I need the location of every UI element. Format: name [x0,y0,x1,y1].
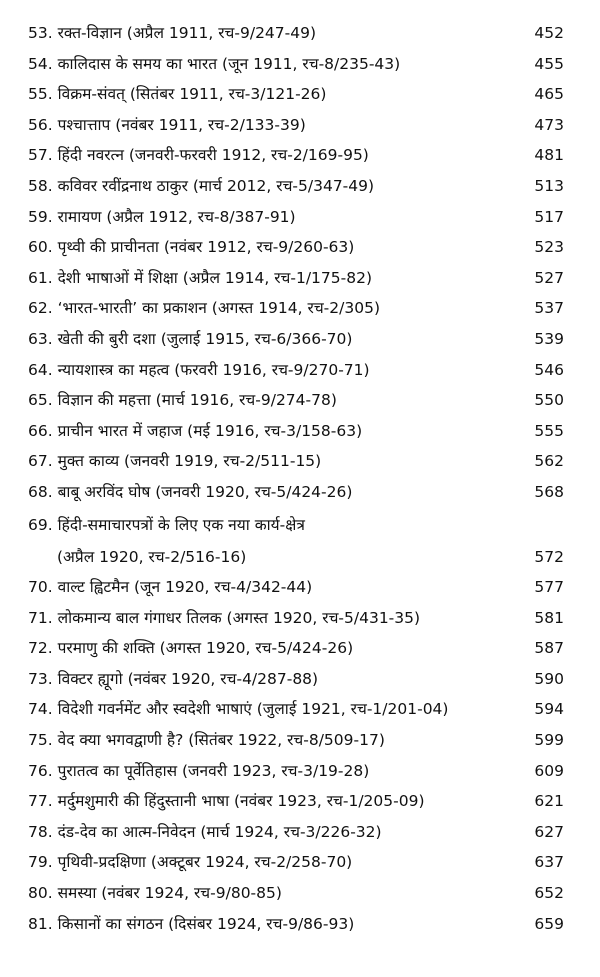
toc-page-number: 452 [534,24,564,42]
toc-entry-68 [0,477,600,508]
toc-entry-65 [0,385,600,416]
toc-page-number: 590 [534,669,564,688]
toc-entry-title: 69. हिंदी-समाचारपत्रों के लिए एक नया कार्य-क्षेत्र [28,515,305,534]
toc-page-number: 572 [534,547,564,566]
toc-page-number: 659 [534,914,564,933]
toc-entry-71 [0,603,600,634]
toc-page-number: 481 [534,146,564,165]
toc-entry-53 [0,18,600,49]
toc-entry-title: 79. पृथिवी-प्रदक्षिणा (अक्टूबर 1924, रच-2/258-70) [28,853,353,872]
toc-entry-title: (अप्रैल 1920, रच-2/516-16) [57,547,247,566]
toc-entry-61 [0,263,600,294]
toc-page-number: 465 [534,85,564,104]
toc-entry-title: 81. किसानों का संगठन (दिसंबर 1924, रच-9/86-93) [28,914,355,933]
toc-page-number: 517 [534,207,564,226]
toc-entry-78 [0,817,600,848]
toc-entry-79 [0,847,600,878]
toc-entry-title: 64. न्यायशास्त्र का महत्व (फरवरी 1916, रच-9/270-71) [28,360,370,379]
toc-page-number: 652 [534,884,564,903]
toc-page-number: 568 [534,482,564,501]
toc-entry-69-continuation [0,542,600,573]
toc-entry-title: 67. मुक्त काव्य (जनवरी 1919, रच-2/511-15) [28,452,322,471]
toc-entry-74 [0,694,600,725]
toc-page-number: 637 [534,853,564,872]
toc-entry-title: 72. परमाणु की शक्ति (अगस्त 1920, रच-5/424-26) [28,639,354,658]
toc-entry-title: 57. हिंदी नवरत्न (जनवरी-फरवरी 1912, रच-2/169-95) [28,146,369,165]
toc-entry-title: 53. रक्त-विज्ञान (अप्रैल 1911, रच-9/247-49) [28,24,317,42]
toc-entry-title: 54. कालिदास के समय का भारत (जून 1911, रच-8/235-43) [28,54,401,73]
toc-page-number: 562 [534,452,564,471]
toc-page-number: 550 [534,391,564,410]
toc-entry-title: 62. ‘भारत-भारती’ का प्रकाशन (अगस्त 1914, रच-2/305) [28,299,380,318]
toc-entry-59 [0,202,600,233]
toc-entry-title: 68. बाबू अरविंद घोष (जनवरी 1920, रच-5/424-26) [28,482,353,501]
toc-entry-73 [0,664,600,695]
toc-page-number: 581 [534,608,564,627]
toc-page-number: 539 [534,329,564,348]
toc-entry-54 [0,49,600,80]
toc-entry-title: 65. विज्ञान की महत्ता (मार्च 1916, रच-9/274-78) [28,391,337,410]
toc-entry-75 [0,725,600,756]
toc-entry-title: 66. प्राचीन भारत में जहाज (मई 1916, रच-3/158-63) [28,421,363,440]
toc-entry-64 [0,355,600,386]
toc-page-number: 555 [534,421,564,440]
toc-entry-62 [0,293,600,324]
toc-entry-title: 71. लोकमान्य बाल गंगाधर तिलक (अगस्त 1920, रच-5/431-35) [28,608,421,627]
toc-page-number: 527 [534,268,564,287]
toc-entry-57 [0,140,600,171]
toc-entry-title: 78. दंड-देव का आत्म-निवेदन (मार्च 1924, रच-3/226-32) [28,822,382,841]
toc-entry-72 [0,633,600,664]
toc-entry-55 [0,79,600,110]
toc-page-number: 621 [534,792,564,811]
toc-entry-title: 56. पश्चात्ताप (नवंबर 1911, रच-2/133-39) [28,115,306,134]
toc-entry-70 [0,572,600,603]
table-of-contents [0,18,600,939]
toc-page-number: 609 [534,761,564,780]
toc-page-number: 577 [534,578,564,597]
toc-entry-69 [0,508,600,542]
toc-entry-title: 55. विक्रम-संवत् (सितंबर 1911, रच-3/121-26) [28,85,327,104]
toc-page-number: 546 [534,360,564,379]
toc-entry-title: 74. विदेशी गवर्नमेंट और स्वदेशी भाषाएं (जुलाई 1921, रच-1/201-04) [28,700,449,719]
toc-entry-title: 80. समस्या (नवंबर 1924, रच-9/80-85) [28,884,282,903]
toc-entry-66 [0,416,600,447]
toc-page-number: 537 [534,299,564,318]
toc-entry-67 [0,446,600,477]
toc-page-number: 513 [534,176,564,195]
toc-page-number: 473 [534,115,564,134]
toc-page-number: 587 [534,639,564,658]
toc-entry-title: 61. देशी भाषाओं में शिक्षा (अप्रैल 1914, रच-1/175-82) [28,268,372,287]
toc-entry-63 [0,324,600,355]
toc-entry-title: 63. खेती की बुरी दशा (जुलाई 1915, रच-6/366-70) [28,329,353,348]
toc-page-number: 523 [534,238,564,257]
toc-entry-title: 58. कविवर रवींद्रनाथ ठाकुर (मार्च 2012, रच-5/347-49) [28,176,375,195]
toc-page-number: 627 [534,822,564,841]
toc-page-number: 594 [534,700,564,719]
toc-entry-76 [0,756,600,787]
toc-entry-60 [0,232,600,263]
toc-page-number: 455 [534,54,564,73]
toc-entry-56 [0,110,600,141]
toc-entry-80 [0,878,600,909]
toc-entry-title: 59. रामायण (अप्रैल 1912, रच-8/387-91) [28,207,296,226]
toc-page-number: 599 [534,731,564,750]
toc-entry-title: 60. पृथ्वी की प्राचीनता (नवंबर 1912, रच-9/260-63) [28,238,355,257]
toc-entry-title: 75. वेद क्या भगवद्वाणी है? (सितंबर 1922, रच-8/509-17) [28,731,385,750]
toc-entry-title: 77. मर्दुमशुमारी की हिंदुस्तानी भाषा (नवंबर 1923, रच-1/205-09) [28,792,425,811]
toc-entry-81 [0,909,600,940]
toc-entry-title: 76. पुरातत्व का पूर्वेतिहास (जनवरी 1923, रच-3/19-28) [28,761,370,780]
toc-entry-title: 73. विक्टर ह्यूगो (नवंबर 1920, रच-4/287-88) [28,669,319,688]
toc-entry-58 [0,171,600,202]
toc-entry-title: 70. वाल्ट ह्विटमैन (जून 1920, रच-4/342-44) [28,578,313,597]
toc-entry-77 [0,786,600,817]
